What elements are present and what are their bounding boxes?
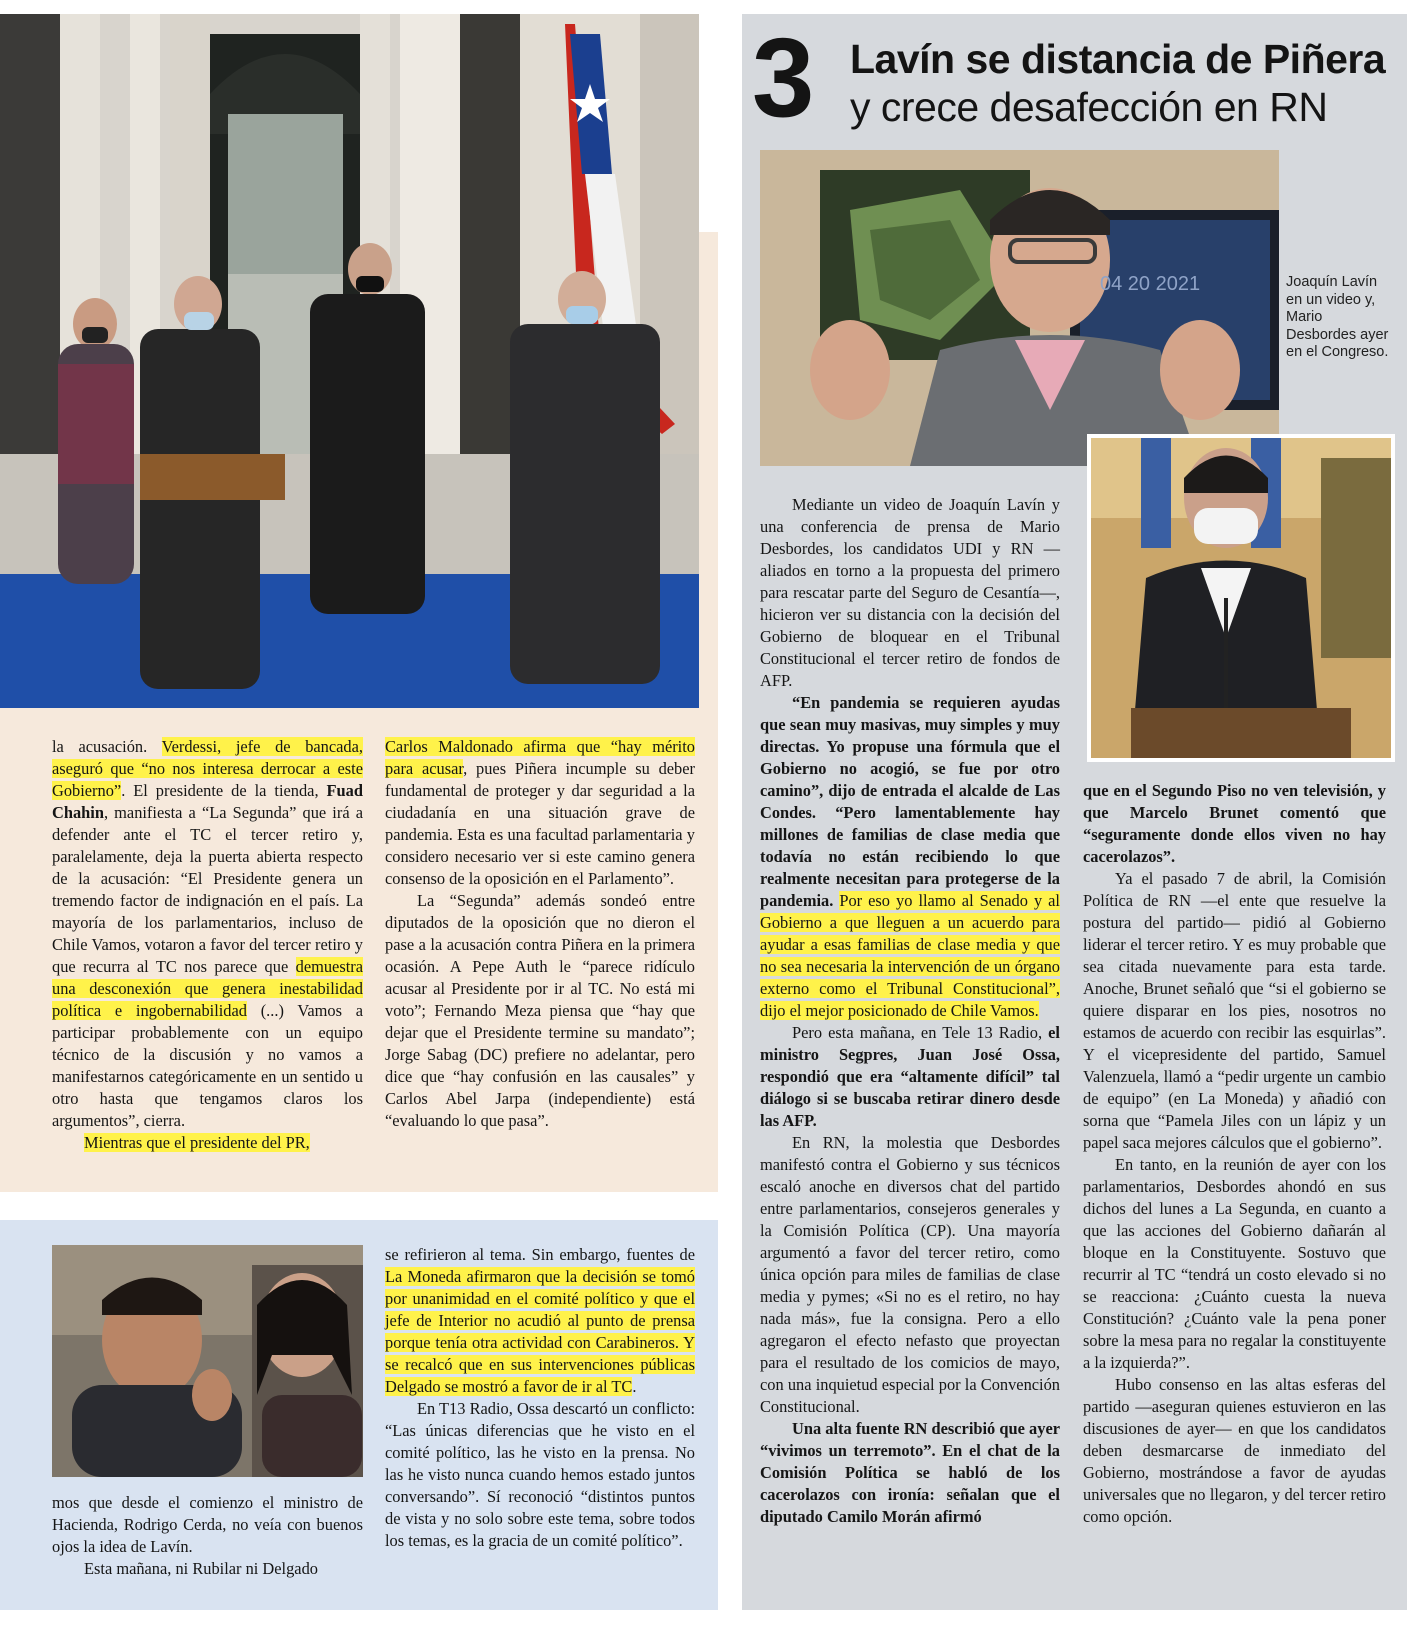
paragraph: Carlos Maldonado afirma que “hay mérito para acusar, pues Piñera incumple su deber fundamental de proteger y dar seguridad a la ciudadanía en una situación grave de pandemia. Esta es una facultad parlamentaria y considero necesario ver si este camino genera consenso de la oposición en el Parlamento”. [385,737,695,888]
lavin-video-photo [760,150,1279,466]
politicians-inset-photo [52,1245,363,1477]
highlighted-text: demuestra una desconexión que genera inestabilidad política e ingobernabilidad [52,957,363,1020]
article-column-bottom-2 [385,1244,695,1552]
highlighted-text: Carlos Maldonado afirma que “hay mérito para acusar [385,737,695,778]
headline-title: Lavín se distancia de Piñera [850,36,1386,82]
paragraph: Mediante un video de Joaquín Lavín y una conferencia de prensa de Mario Desbordes, los candidatos UDI y RN —aliados en torno a la propuesta del primero para rescatar parte del Seguro de Cesantía—, hicieron ver su distancia con la decisión del Gobierno de bloquear en el Tribunal Constitucional el tercer retiro de fondos de AFP. [760,495,1060,690]
paragraph: En RN, la molestia que Desbordes manifestó contra el Gobierno y sus técnicos escaló anoche en diversos chat del partido entre parlamentarios, consejeros generales y la Comisión Política (CP). Una mayoría argumentó a favor del tercer retiro, como única opción para miles de familias de clase media y pymes; «Si no es el retiro, no hay nada más», fue la consigna. Pero a ello agregaron el efecto nefasto que proyectan para el resultado de los comicios de mayo, con una inquietud especial por la Convención Constitucional. [760,1133,1060,1416]
highlighted-text: La Moneda afirmaron que la decisión se tomó por unanimidad en el comité político y que el jefe de Interior no acudió al punto de prensa porque tenía otra actividad con Carabineros. Y se recalcó que en sus intervenciones públicas Delgado se mostró a favor de ir al TC [385,1267,695,1396]
paragraph: La “Segunda” además sondeó entre diputados de la oposición que no dieron el pase a la acusación contra Piñera en la primera ocasión. A Pepe Auth le “parece ridículo acusar al Presidente por ir al TC. No está mi voto”; Fernando Meza piensa que “hay que dejar que el Presidente termine su mandato”; Jorge Sabag (DC) prefiere no adelantar, pero dice que “hay confusión en las causales” y Carlos Abel Jarpa (independiente) está “evaluando lo que pasa”. [385,891,695,1130]
video-date: 04 20 2021 [1100,273,1201,295]
article-column-bottom-1 [52,1492,363,1580]
highlighted-text: Por eso yo llamo al Senado y al Gobierno a que lleguen a un acuerdo para ayudar a esas familias de clase media y que no sea necesaria la intervención de un órgano externo como el Tribunal Constitucional”, dijo el mejor posicionado de Chile Vamos. [760,891,1060,1020]
paragraph [760,692,1060,1022]
bold-quote: “En pandemia se requieren ayudas que sean muy masivas, muy simples y muy directas. Yo propuse una fórmula que el Gobierno no acogió, se fue por otro camino”, dijo de entrada el alcalde de Las Condes. “Pero lamentablemente hay millones de familias de clase media que todavía no están recibiendo lo que realmente necesitan para protegerse de la pandemia. [760,693,1060,910]
paragraph: Esta mañana, ni Rubilar ni Delgado [84,1559,318,1578]
paragraph: la acusación. Verdessi, jefe de bancada, aseguró que “no nos interesa derrocar a este Gobierno”. El presidente de la tienda, Fuad Chahin, manifiesta a “La Segunda” que irá a defender ante el TC el tercer retiro y, paralelamente, deja la puerta abierta respecto de la acusación: “El Presidente genera un tremendo factor de indignación en el país. La mayoría de los parlamentarios, incluso de Chile Vamos, votaron a favor del tercer retiro y que recurra al TC nos parece que demuestra una desconexión que genera inestabilidad política e ingobernabilidad (...) Vamos a participar probablemente con un equipo técnico de la discusión y no vamos a manifestarnos categóricamente en un sentido u otro hasta que tengamos claros los argumentos”, cierra. [52,737,363,1130]
paragraph [1083,780,1386,868]
article-column-right-2 [1083,780,1386,1528]
la-moneda-press-photo [0,14,699,708]
paragraph: Pero esta mañana, en Tele 13 Radio, el ministro Segpres, Juan José Ossa, respondió que era “altamente difícil” tal diálogo si se buscaba retirar dinero desde las AFP. [760,1023,1060,1130]
paragraph: mos que desde el comienzo el ministro de Hacienda, Rodrigo Cerda, no veía con buenos ojos la idea de Lavín. [52,1493,363,1556]
article-column-left-1 [52,736,363,1154]
bold-text: Una alta fuente RN describió que ayer “vivimos un terremoto”. En el chat de la Comisión Política se habló de los cacerolazos con ironía: señalan que el diputado Camilo Morán afirmó [760,1419,1060,1526]
headline-subtitle: y crece desafección en RN [850,84,1328,130]
highlighted-text: Verdessi, jefe de bancada, aseguró que “no nos interesa derrocar a este Gobierno” [52,737,363,800]
paragraph: En tanto, en la reunión de ayer con los parlamentarios, Desbordes ahondó en sus dichos del lunes a La Segunda, en cuanto a que las acciones del Gobierno dañarán al bloque en la Constituyente. Sostuvo que recurrir al TC “tendrá un costo elevado si no se reacciona: ¿Cuánto cuesta la nueva Constitución? ¿Cuánto vale la pena poner sobre la mesa para no regalar la constituyente a la izquierda?”. [1083,1155,1386,1372]
paragraph: se refirieron al tema. Sin embargo, fuentes de La Moneda afirmaron que la decisión se tomó por unanimidad en el comité político y que el jefe de Interior no acudió al punto de prensa porque tenía otra actividad con Carabineros. Y se recalcó que en sus intervenciones públicas Delgado se mostró a favor de ir al TC. [385,1245,695,1396]
headline-number: 3 [752,15,815,140]
bold-name: Fuad Chahin [52,781,363,822]
photo-caption: Joaquín Lavín en un video y, Mario Desbordes ayer en el Congreso. [1286,274,1389,360]
paragraph [52,1132,363,1154]
paragraph: Hubo consenso en las altas esferas del partido —aseguran quienes estuvieron en las discusiones de ayer— en que los candidatos deben desmarcarse de inmediato del Gobierno, mostrándose a favor de ayudas universales que no llegaron, y del tercer retiro como opción. [1083,1375,1386,1526]
highlighted-text: Mientras que el presidente del PR, [84,1133,310,1152]
bold-text: el ministro Segpres, Juan José Ossa, respondió que era “altamente difícil” tal diálogo si se buscaba retirar dinero desde las AFP. [760,1023,1060,1130]
desbordes-congress-photo [1087,434,1395,762]
paragraph: En T13 Radio, Ossa descartó un conflicto: “Las únicas diferencias que he visto en el comité político, las he visto en la prensa. No las he visto nunca cuando hemos estado juntos conversando”. Sí reconoció “distintos puntos de vista y no solo sobre este tema, sobre todos los temas, es la gracia de un comité político”. [385,1399,695,1550]
article-column-left-2 [385,736,695,1132]
bold-text: que en el Segundo Piso no ven televisión, y que Marcelo Brunet comentó que “seguramente donde ellos viven no hay cacerolazos”. [1083,781,1386,866]
paragraph [760,1418,1060,1528]
article-column-right-1 [760,494,1060,1528]
paragraph: Ya el pasado 7 de abril, la Comisión Política de RN —el ente que resuelve la postura del partido— pidió al Gobierno liderar el tercer retiro. Y es muy probable que sea citada nuevamente para esta tarde. Anoche, Brunet señaló que “si el gobierno se quiere disparar en los pies, nosotros no estamos de acuerdo con recibir las esquirlas”. Y el vicepresidente del partido, Samuel Valenzuela, llamó a “pedir urgente un cambio de equipo” (en La Moneda) y añadió con sorna que “Pamela Jiles con un lápiz y un papel saca mejores cálculos que el gobierno”. [1083,869,1386,1152]
